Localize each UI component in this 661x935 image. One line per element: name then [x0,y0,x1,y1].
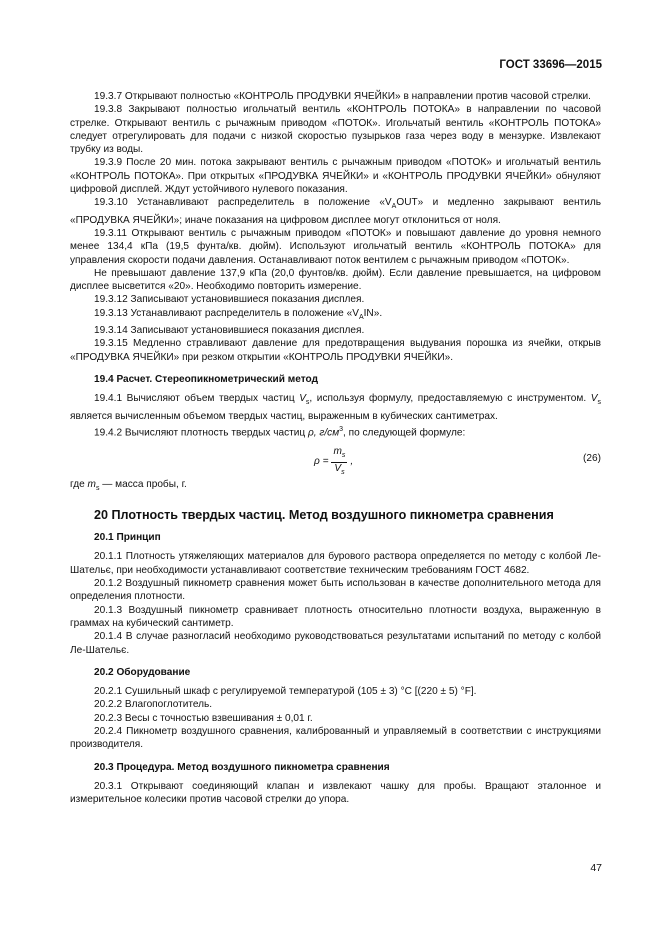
paragraph-19-4-1: 19.4.1 Вычисляют объем твердых частиц $V_s$, используя формулу, предоставляемую с инструментом. $V_s$ является вычисленным объемом твердых частиц, выраженным в кубических сантиметрах. [70,393,601,422]
formula-where: где $m_s$ — масса пробы, г. [70,478,187,492]
section-20-title: 20 Плотность твердых частиц. Метод воздушного пикнометра сравнения [94,507,554,522]
paragraph-19-3-12: 19.3.12 Записывают установившиеся показания дисплея. [94,294,365,306]
paragraph-19-4-2: 19.4.2 Вычисляют плотность твердых частиц ρ, $г/см^3$, по следующей формуле: [94,425,466,439]
paragraph-20-1-3: 20.1.3 Воздушный пикнометр сравнивает плотность относительно плотности воздуха, выраженную в граммах на кубический сантиметр. [70,604,601,629]
paragraph-20-2-2: 20.2.2 Влагопоглотитель. [94,699,213,711]
paragraph-19-3-10: 19.3.10 Устанавливают распределитель в положение «$V_AOUT$» и медленно закрывают вентиль «ПРОДУВКА ЯЧЕЙКИ»; иначе показания на цифровом дисплее могут отклониться от ноля. [70,197,601,226]
paragraph-19-3-13: 19.3.13 Устанавливают распределитель в положение «$V_AIN$». [94,307,383,321]
heading-20-1: 20.1 Принцип [94,532,161,544]
paragraph-19-3-9: 19.3.9 После 20 мин. потока закрывают вентиль с рычажным приводом «ПОТОК» и игольчатый вентиль «КОНТРОЛЬ ПОТОКА». При открытых «ПРОДУВКА ЯЧЕЙКИ» и «КОНТРОЛЬ ПРОДУВКИ ЯЧЕЙКИ» обнуляют цифровой дисплей. Ждут устойчивого нулевого показания. [70,157,601,196]
formula-tail: , [350,456,354,468]
paragraph-19-3-15: 19.3.15 Медленно стравливают давление для предотвращения выдувания порошка из ячейки, открыв «ПРОДУВКА ЯЧЕЙКИ» при резком открытии «КОНТРОЛЬ ПРОДУВКИ ЯЧЕЙКИ». [70,338,601,363]
paragraph-19-3-7: 19.3.7 Открывают полностью «КОНТРОЛЬ ПРОДУВКИ ЯЧЕЙКИ» в направлении против часовой стрелки. [94,91,591,102]
paragraph-pressure-limit: Не превышают давление 137,9 кПа (20,0 фунтов/кв. дюйм). Если давление превышается, на цифровом дисплее высветится «20». Необходимо повторить измерение. [70,267,601,293]
formula-numerator: $m_s$ [331,446,347,463]
page-content [70,90,601,806]
heading-20-2: 20.2 Оборудование [94,666,191,678]
paragraph-20-1-4: 20.1.4 В случае разногласий необходимо руководствоваться результатами испытаний по методу с колбой Ле-Шательє. [70,631,601,656]
formula-denominator: $V_s$ [334,462,345,476]
paragraph-19-3-8: 19.3.8 Закрывают полностью игольчатый вентиль «КОНТРОЛЬ ПОТОКА» в направлении по часовой стрелке. Открывают вентиль с рычажным приводом «ПОТОК». Игольчатый вентиль «КОНТРОЛЬ ПОТОКА» следует отрегулировать для подачи с низкой скоростью пузырьков газа через воду в мензурке. Извлекают трубку из воды. [70,104,601,156]
formula-fraction [331,446,347,479]
equation-number: (26) [583,452,601,464]
paragraph-20-2-4: 20.2.4 Пикнометр воздушного сравнения, калиброванный и управляемый в соответствии с инструкциями производителя. [70,726,601,751]
paragraph-20-1-1: 20.1.1 Плотность утяжеляющих материалов для бурового раствора определяется по методу с колбой Ле-Шательє, при необходимости устанавливают соответствие техническим требованиям ГОСТ 4682. [70,551,601,576]
paragraph-20-1-2: 20.1.2 Воздушный пикнометр сравнения может быть использован в качестве дополнительного метода для определения плотности. [70,578,601,603]
page-number: 47 [590,862,602,874]
paragraph-19-3-14: 19.3.14 Записывают установившиеся показания дисплея. [94,325,365,337]
paragraph-20-2-3: 20.2.3 Весы с точностью взвешивания ± 0,01 г. [94,712,313,724]
doc-code-header: ГОСТ 33696—2015 [499,59,602,71]
formula-lhs: ρ = [314,456,329,468]
formula-expression [314,446,353,479]
heading-20-3: 20.3 Процедура. Метод воздушного пикнометра сравнения [94,761,390,773]
paragraph-20-3-1: 20.3.1 Открывают соединяющий клапан и извлекают чашку для пробы. Вращают эталонное и измерительное колесики против часовой стрелки до упора. [70,780,601,806]
paragraph-20-2-1: 20.2.1 Сушильный шкаф с регулируемой температурой (105 ± 3) °С [(220 ± 5) °F]. [94,686,477,698]
heading-19-4: 19.4 Расчет. Стереопикнометрический метод [94,373,318,385]
formula-26 [70,442,601,476]
paragraph-19-3-11: 19.3.11 Открывают вентиль с рычажным приводом «ПОТОК» и повышают давление до уровня немного менее 134,4 кПа (19,5 фунта/кв. дюйм). Используют игольчатый вентиль «КОНТРОЛЬ ПОТОКА» для управления скорости подачи давления. Останавливают поток вентилем с рычажным приводом «ПОТОК». [70,227,601,266]
